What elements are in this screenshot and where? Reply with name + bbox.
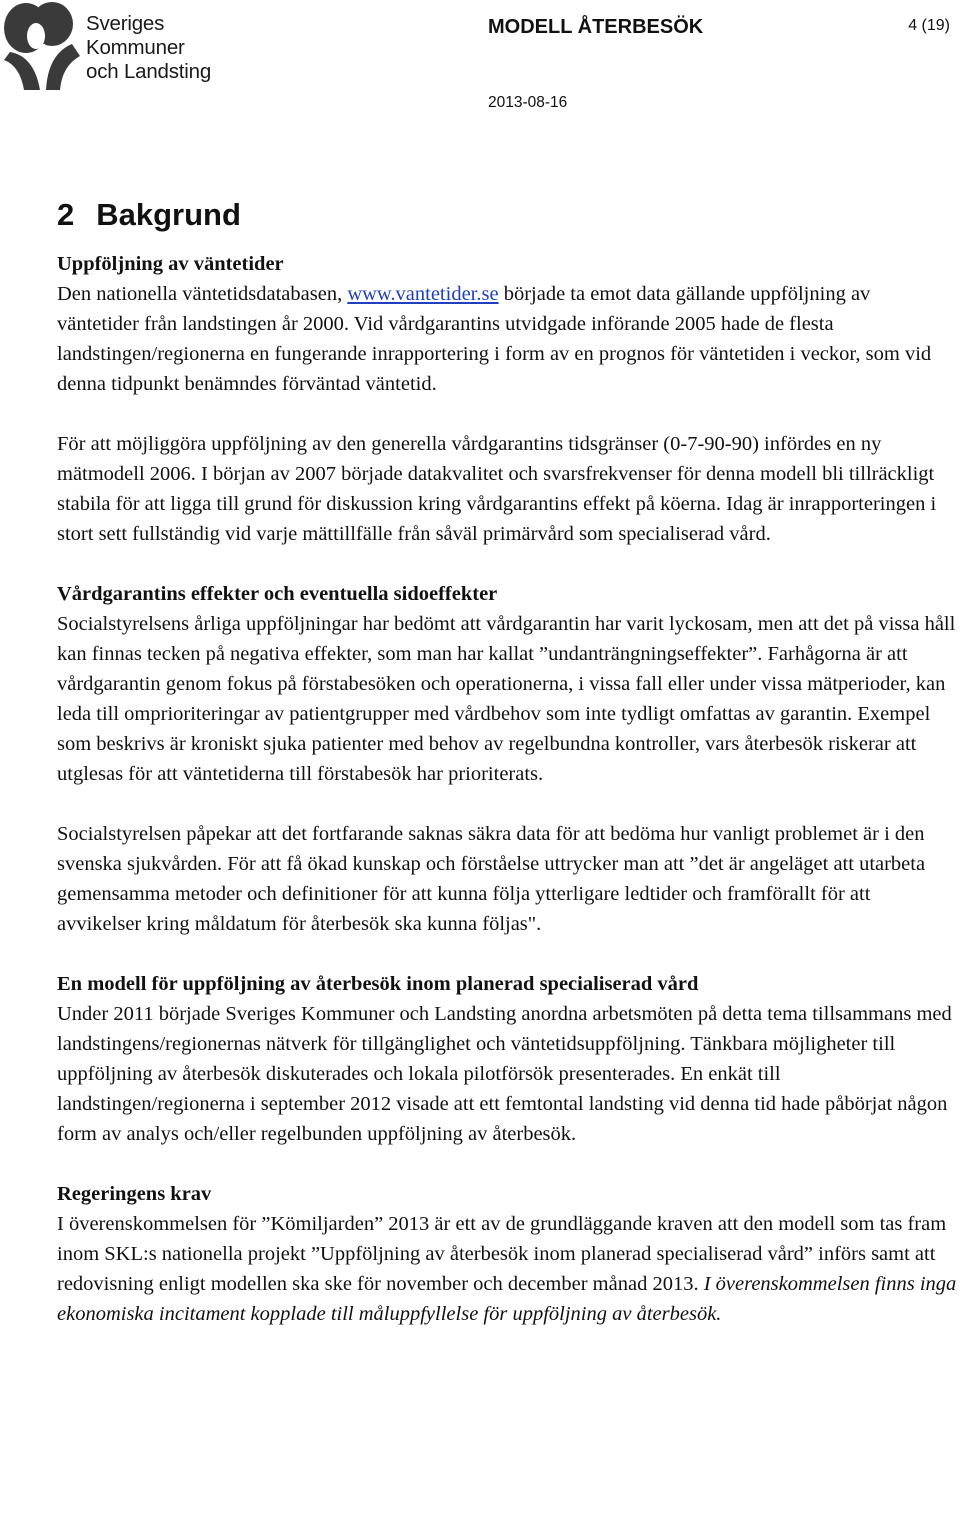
paragraph: [57, 279, 957, 399]
document-body: [57, 195, 957, 1359]
paragraph: Under 2011 började Sveriges Kommuner och Landsting anordna arbetsmöten på detta tema tillsammans med landstingens/regionernas nätverk för tillgänglighet och väntetidsuppföljning. Tänkbara möjligheter till uppföljning av återbesök diskuterades och lokala pilotförsök presenterades. En enkät till landstingen/regionerna i september 2012 visade att ett femtontal landsting vid denna tid hade påbörjat någon form av analys och/eller regelbunden uppföljning av återbesök.: [57, 1003, 952, 1145]
document-title: MODELL ÅTERBESÖK: [488, 16, 704, 38]
section-heading: Vårdgarantins effekter och eventuella sidoeffekter: [57, 583, 498, 605]
paragraph-text: I överenskommelsen för ”Kömiljarden” 2013 är ett av de grundläggande kraven att den modell som tas fram inom SKL:s nationella projekt ”Uppföljning av återbesök inom planerad specialiserad vård” införs samt att redovisning enligt modellen ska ske för november och december månad 2013.: [57, 1213, 947, 1295]
paragraph-text: började ta emot data gällande uppföljning av väntetider från landstingen år 2000. Vid vårdgarantins utvidgade införande 2005 hade de flesta landstingen/regionerna en fungerande inrapportering i form av en prognos för väntetiden i veckor, som vid denna tidpunkt benämndes förväntad väntetid.: [57, 283, 932, 395]
skl-emblem-icon: [0, 0, 84, 92]
paragraph-text: Den nationella väntetidsdatabasen,: [57, 283, 348, 305]
section-effekter: [57, 579, 957, 939]
section-heading: Uppföljning av väntetider: [57, 253, 284, 275]
chapter-heading: [57, 195, 957, 235]
chapter-number: 2: [57, 197, 75, 232]
page-number: 4 (19): [908, 17, 950, 34]
section-krav: [57, 1179, 957, 1329]
section-vantetider: [57, 249, 957, 549]
paragraph: [57, 1209, 957, 1329]
section-modell: [57, 969, 957, 1149]
document-date: 2013-08-16: [488, 94, 568, 111]
paragraph: Socialstyrelsen påpekar att det fortfarande saknas säkra data för att bedöma hur vanligt problemet är i den svenska sjukvården. För att få ökad kunskap och förståelse uttrycker man att ”det är angeläget att utarbeta gemensamma metoder och definitioner för att kunna följa ytterligare ledtider och framförallt för att avvikelser kring måldatum för återbesök ska kunna följas".: [57, 823, 926, 935]
chapter-title: Bakgrund: [96, 197, 241, 232]
vantetider-link[interactable]: www.vantetider.se: [347, 283, 499, 305]
organization-name-line: och Landsting: [86, 60, 212, 83]
organization-name-line: Kommuner: [86, 36, 185, 59]
paragraph-italic-text: I överenskommelsen finns inga ekonomiska incitament kopplade till måluppfyllelse för uppföljning av återbesök.: [57, 1273, 957, 1325]
paragraph: För att möjliggöra uppföljning av den generella vårdgarantins tidsgränser (0-7-90-90) infördes en ny mätmodell 2006. I början av 2007 började datakvalitet och svarsfrekvenser för denna modell bli tillräckligt stabila för att ligga till grund för diskussion kring vårdgarantins effekt på köerna. Idag är inrapporteringen i stort sett fullständig vid varje mättillfälle från såväl primärvård som specialiserad vård.: [57, 433, 937, 545]
organization-name: [86, 12, 211, 84]
organization-logo: [0, 0, 240, 92]
paragraph: Socialstyrelsens årliga uppföljningar har bedömt att vårdgarantin har varit lyckosam, men att det på vissa håll kan finnas tecken på negativa effekter, som man har kallat ”undanträngningseffekter”. Farhågorna är att vårdgarantin genom fokus på förstabesöken och operationerna, i vissa fall eller under vissa mätperioder, kan leda till omprioriteringar av patientgrupper med vårdbehov som inte tydligt omfattas av garantin. Exempel som beskrivs är kroniskt sjuka patienter med behov av regelbundna kontroller, vars återbesök riskerar att utglesas för att väntetiderna till förstabesök har prioriterats.: [57, 613, 956, 785]
organization-name-line: Sveriges: [86, 12, 165, 35]
section-heading: Regeringens krav: [57, 1183, 212, 1205]
section-heading: En modell för uppföljning av återbesök inom planerad specialiserad vård: [57, 973, 699, 995]
